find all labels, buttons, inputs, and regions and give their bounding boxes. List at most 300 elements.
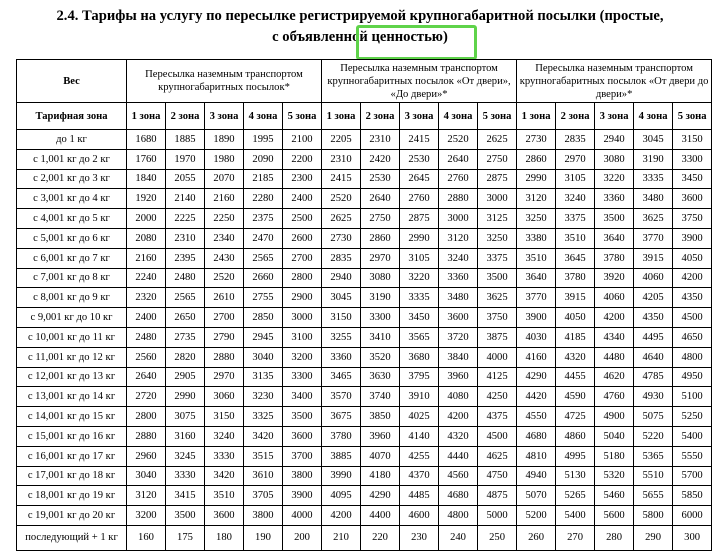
price-cell: 2420 [361, 149, 400, 169]
price-cell: 2070 [205, 169, 244, 189]
price-cell: 4860 [556, 426, 595, 446]
price-cell: 240 [439, 525, 478, 550]
price-cell: 2970 [205, 367, 244, 387]
price-cell: 5075 [634, 407, 673, 427]
price-cell: 2565 [244, 248, 283, 268]
price-cell: 2760 [400, 189, 439, 209]
table-row [17, 407, 712, 427]
price-cell: 2200 [283, 149, 322, 169]
price-cell: 3255 [322, 327, 361, 347]
price-cell: 2310 [361, 130, 400, 150]
price-cell: 3105 [400, 248, 439, 268]
price-cell: 2650 [166, 308, 205, 328]
zone-header-cell: 5 зона [478, 103, 517, 130]
tariff-table-body [17, 130, 712, 551]
price-cell: 4160 [517, 347, 556, 367]
price-cell: 3500 [595, 209, 634, 229]
price-cell: 4050 [556, 308, 595, 328]
price-cell: 2850 [244, 308, 283, 328]
price-cell: 300 [673, 525, 712, 550]
price-cell: 2415 [400, 130, 439, 150]
price-cell: 3330 [205, 446, 244, 466]
group-header-ground: Пересылка наземным транспортом крупногабаритных посылок* [127, 60, 322, 103]
price-cell: 4200 [673, 268, 712, 288]
price-cell: 4125 [478, 367, 517, 387]
price-cell: 2320 [127, 288, 166, 308]
price-cell: 230 [400, 525, 439, 550]
price-cell: 4060 [595, 288, 634, 308]
price-cell: 3040 [244, 347, 283, 367]
price-cell: 4800 [439, 506, 478, 526]
price-cell: 4070 [361, 446, 400, 466]
price-cell: 2790 [205, 327, 244, 347]
price-cell: 3240 [439, 248, 478, 268]
price-cell: 2400 [283, 189, 322, 209]
zone-header-cell: 5 зона [673, 103, 712, 130]
price-cell: 5070 [517, 486, 556, 506]
price-cell: 5655 [634, 486, 673, 506]
price-cell: 2395 [166, 248, 205, 268]
price-cell: 5180 [595, 446, 634, 466]
price-cell: 4800 [673, 347, 712, 367]
price-cell: 4050 [673, 248, 712, 268]
title-line-1: 2.4. Тарифы на услугу по пересылке регистрируемой крупногабаритной посылки (простые, [56, 8, 664, 24]
price-cell: 3960 [439, 367, 478, 387]
price-cell: 4455 [556, 367, 595, 387]
price-cell: 4025 [400, 407, 439, 427]
price-cell: 3625 [634, 209, 673, 229]
price-cell: 2375 [244, 209, 283, 229]
price-cell: 3780 [556, 268, 595, 288]
price-cell: 290 [634, 525, 673, 550]
weight-cell: с 11,001 кг до 12 кг [17, 347, 127, 367]
price-cell: 4440 [439, 446, 478, 466]
price-cell: 3500 [478, 268, 517, 288]
price-cell: 4000 [283, 506, 322, 526]
price-cell: 3770 [634, 228, 673, 248]
zone-header-cell: 1 зона [127, 103, 166, 130]
price-cell: 3500 [166, 506, 205, 526]
price-cell: 2700 [283, 248, 322, 268]
price-cell: 4320 [556, 347, 595, 367]
zone-header-cell: 5 зона [283, 103, 322, 130]
price-cell: 3230 [244, 387, 283, 407]
price-cell: 3200 [127, 506, 166, 526]
price-cell: 3600 [439, 308, 478, 328]
price-cell: 2250 [205, 209, 244, 229]
price-cell: 2480 [166, 268, 205, 288]
weight-cell: с 16,001 кг до 17 кг [17, 446, 127, 466]
price-cell: 3510 [556, 228, 595, 248]
price-cell: 1920 [127, 189, 166, 209]
price-cell: 3885 [322, 446, 361, 466]
price-cell: 5800 [634, 506, 673, 526]
price-cell: 2750 [478, 149, 517, 169]
price-cell: 4680 [439, 486, 478, 506]
group-header-row [17, 60, 712, 103]
tariff-zone-header: Тарифная зона [17, 103, 127, 130]
price-cell: 2055 [166, 169, 205, 189]
price-cell: 4760 [595, 387, 634, 407]
price-cell: 4950 [673, 367, 712, 387]
price-cell: 3565 [400, 327, 439, 347]
price-cell: 3200 [283, 347, 322, 367]
price-cell: 1680 [127, 130, 166, 150]
price-cell: 3360 [595, 189, 634, 209]
table-row [17, 248, 712, 268]
weight-cell: с 5,001 кг до 6 кг [17, 228, 127, 248]
price-cell: 3360 [322, 347, 361, 367]
weight-cell: с 14,001 кг до 15 кг [17, 407, 127, 427]
price-cell: 5040 [595, 426, 634, 446]
price-cell: 2800 [283, 268, 322, 288]
price-cell: 4495 [634, 327, 673, 347]
zone-header-cell: 2 зона [361, 103, 400, 130]
price-cell: 2625 [478, 130, 517, 150]
price-cell: 2240 [127, 268, 166, 288]
price-cell: 2310 [322, 149, 361, 169]
price-cell: 4940 [517, 466, 556, 486]
price-cell: 1840 [127, 169, 166, 189]
price-cell: 2660 [244, 268, 283, 288]
price-cell: 3220 [400, 268, 439, 288]
price-cell: 2700 [205, 308, 244, 328]
price-cell: 2480 [127, 327, 166, 347]
weight-header: Вес [17, 60, 127, 103]
price-cell: 4350 [634, 308, 673, 328]
price-cell: 3335 [400, 288, 439, 308]
price-cell: 4875 [478, 486, 517, 506]
price-cell: 3480 [634, 189, 673, 209]
weight-cell: с 17,001 кг до 18 кг [17, 466, 127, 486]
price-cell: 3190 [361, 288, 400, 308]
price-cell: 2625 [322, 209, 361, 229]
price-cell: 3600 [205, 506, 244, 526]
price-cell: 4500 [673, 308, 712, 328]
price-cell: 3630 [361, 367, 400, 387]
price-cell: 3000 [439, 209, 478, 229]
price-cell: 3080 [361, 268, 400, 288]
price-cell: 2160 [205, 189, 244, 209]
price-cell: 4200 [439, 407, 478, 427]
table-row [17, 228, 712, 248]
price-cell: 3500 [283, 407, 322, 427]
price-cell: 2800 [127, 407, 166, 427]
price-cell: 3000 [478, 189, 517, 209]
price-cell: 2940 [595, 130, 634, 150]
table-row [17, 486, 712, 506]
price-cell: 4600 [400, 506, 439, 526]
price-cell: 2205 [322, 130, 361, 150]
price-cell: 4590 [556, 387, 595, 407]
price-cell: 3625 [478, 288, 517, 308]
price-cell: 210 [322, 525, 361, 550]
price-cell: 2645 [400, 169, 439, 189]
weight-cell: с 4,001 кг до 5 кг [17, 209, 127, 229]
price-cell: 3770 [517, 288, 556, 308]
price-cell: 2960 [127, 446, 166, 466]
price-cell: 1970 [166, 149, 205, 169]
price-cell: 4420 [517, 387, 556, 407]
price-cell: 5250 [673, 407, 712, 427]
price-cell: 3720 [439, 327, 478, 347]
price-cell: 3675 [322, 407, 361, 427]
table-row [17, 466, 712, 486]
price-cell: 2140 [166, 189, 205, 209]
price-cell: 3915 [634, 248, 673, 268]
price-cell: 3040 [127, 466, 166, 486]
weight-cell: с 1,001 кг до 2 кг [17, 149, 127, 169]
price-cell: 3795 [400, 367, 439, 387]
group-header-door-or: Пересылка наземным транспортом крупногабаритных посылок «От двери», «До двери»* [322, 60, 517, 103]
price-cell: 3700 [283, 446, 322, 466]
weight-cell: последующий + 1 кг [17, 525, 127, 550]
price-cell: 2880 [127, 426, 166, 446]
price-cell: 2160 [127, 248, 166, 268]
price-cell: 3900 [673, 228, 712, 248]
price-cell: 2735 [166, 327, 205, 347]
price-cell: 3450 [400, 308, 439, 328]
zone-header-cell: 4 зона [634, 103, 673, 130]
weight-cell: с 13,001 кг до 14 кг [17, 387, 127, 407]
price-cell: 4375 [478, 407, 517, 427]
price-cell: 3400 [283, 387, 322, 407]
price-cell: 3245 [166, 446, 205, 466]
price-cell: 3190 [634, 149, 673, 169]
price-cell: 3640 [517, 268, 556, 288]
price-cell: 4480 [595, 347, 634, 367]
price-cell: 3060 [205, 387, 244, 407]
group-header-door-to-door: Пересылка наземным транспортом крупногабаритных посылок «От двери до двери»* [517, 60, 712, 103]
price-cell: 3150 [322, 308, 361, 328]
price-cell: 270 [556, 525, 595, 550]
price-cell: 2970 [556, 149, 595, 169]
table-row [17, 169, 712, 189]
price-cell: 2430 [205, 248, 244, 268]
price-cell: 3125 [478, 209, 517, 229]
price-cell: 3480 [439, 288, 478, 308]
price-cell: 2900 [283, 288, 322, 308]
weight-cell: с 7,001 кг до 8 кг [17, 268, 127, 288]
price-cell: 3960 [361, 426, 400, 446]
price-cell: 3780 [322, 426, 361, 446]
price-cell: 4255 [400, 446, 439, 466]
weight-cell: с 15,001 кг до 16 кг [17, 426, 127, 446]
price-cell: 2340 [205, 228, 244, 248]
price-cell: 3335 [634, 169, 673, 189]
price-cell: 2520 [322, 189, 361, 209]
table-row [17, 506, 712, 526]
price-cell: 180 [205, 525, 244, 550]
price-cell: 5510 [634, 466, 673, 486]
price-cell: 2600 [283, 228, 322, 248]
price-cell: 2875 [478, 169, 517, 189]
zone-header-cell: 2 зона [166, 103, 205, 130]
price-cell: 3645 [556, 248, 595, 268]
price-cell: 2945 [244, 327, 283, 347]
document-title [0, 6, 720, 48]
price-cell: 2750 [361, 209, 400, 229]
price-cell: 4290 [361, 486, 400, 506]
price-cell: 4250 [478, 387, 517, 407]
price-cell: 2860 [361, 228, 400, 248]
price-cell: 3610 [244, 466, 283, 486]
price-cell: 3045 [322, 288, 361, 308]
price-cell: 3120 [517, 189, 556, 209]
price-cell: 4200 [322, 506, 361, 526]
price-cell: 175 [166, 525, 205, 550]
price-cell: 3135 [244, 367, 283, 387]
price-cell: 3680 [400, 347, 439, 367]
price-cell: 2560 [127, 347, 166, 367]
price-cell: 3450 [673, 169, 712, 189]
weight-cell: с 3,001 кг до 4 кг [17, 189, 127, 209]
price-cell: 2100 [283, 130, 322, 150]
price-cell: 5130 [556, 466, 595, 486]
price-cell: 4205 [634, 288, 673, 308]
price-cell: 2640 [127, 367, 166, 387]
price-cell: 5850 [673, 486, 712, 506]
price-cell: 3240 [205, 426, 244, 446]
price-cell: 3840 [439, 347, 478, 367]
price-cell: 3120 [439, 228, 478, 248]
price-cell: 5460 [595, 486, 634, 506]
price-cell: 3915 [556, 288, 595, 308]
price-cell: 4320 [439, 426, 478, 446]
price-cell: 3780 [595, 248, 634, 268]
title-line-2: с объявленной ценностью) [272, 29, 448, 45]
price-cell: 5100 [673, 387, 712, 407]
table-row [17, 268, 712, 288]
price-cell: 2280 [244, 189, 283, 209]
price-cell: 3080 [595, 149, 634, 169]
price-cell: 4640 [634, 347, 673, 367]
price-cell: 260 [517, 525, 556, 550]
zone-header-cell: 3 зона [595, 103, 634, 130]
zone-header-cell: 1 зона [322, 103, 361, 130]
price-cell: 3300 [361, 308, 400, 328]
price-cell: 2720 [127, 387, 166, 407]
price-cell: 2990 [400, 228, 439, 248]
table-row [17, 130, 712, 150]
price-cell: 3075 [166, 407, 205, 427]
price-cell: 5265 [556, 486, 595, 506]
price-cell: 3520 [361, 347, 400, 367]
weight-cell: с 2,001 кг до 3 кг [17, 169, 127, 189]
price-cell: 2565 [166, 288, 205, 308]
price-cell: 3100 [283, 327, 322, 347]
price-cell: 4185 [556, 327, 595, 347]
price-cell: 3850 [361, 407, 400, 427]
price-cell: 4560 [439, 466, 478, 486]
price-cell: 2940 [322, 268, 361, 288]
price-cell: 2640 [439, 149, 478, 169]
price-cell: 3240 [556, 189, 595, 209]
price-cell: 3750 [673, 209, 712, 229]
price-cell: 3600 [673, 189, 712, 209]
price-cell: 4785 [634, 367, 673, 387]
weight-cell: с 12,001 кг до 13 кг [17, 367, 127, 387]
price-cell: 1890 [205, 130, 244, 150]
price-cell: 3360 [439, 268, 478, 288]
table-row [17, 149, 712, 169]
price-cell: 4340 [595, 327, 634, 347]
table-row [17, 426, 712, 446]
price-cell: 5550 [673, 446, 712, 466]
price-cell: 3875 [478, 327, 517, 347]
price-cell: 5400 [556, 506, 595, 526]
price-cell: 5220 [634, 426, 673, 446]
price-cell: 2970 [361, 248, 400, 268]
price-cell: 2415 [322, 169, 361, 189]
weight-cell: с 8,001 кг до 9 кг [17, 288, 127, 308]
price-cell: 6000 [673, 506, 712, 526]
price-cell: 3380 [517, 228, 556, 248]
price-cell: 3105 [556, 169, 595, 189]
price-cell: 2530 [361, 169, 400, 189]
price-cell: 3330 [166, 466, 205, 486]
price-cell: 3300 [283, 367, 322, 387]
price-cell: 2225 [166, 209, 205, 229]
price-cell: 4140 [400, 426, 439, 446]
price-cell: 3420 [244, 426, 283, 446]
price-cell: 2730 [322, 228, 361, 248]
table-row [17, 367, 712, 387]
price-cell: 2500 [283, 209, 322, 229]
weight-cell: с 9,001 кг до 10 кг [17, 308, 127, 328]
table-row [17, 347, 712, 367]
price-cell: 4995 [556, 446, 595, 466]
price-cell: 2755 [244, 288, 283, 308]
price-cell: 3220 [595, 169, 634, 189]
price-cell: 4180 [361, 466, 400, 486]
table-row [17, 209, 712, 229]
price-cell: 3705 [244, 486, 283, 506]
zone-header-row [17, 103, 712, 130]
price-cell: 3750 [478, 308, 517, 328]
table-row [17, 446, 712, 466]
table-row [17, 189, 712, 209]
price-cell: 4625 [478, 446, 517, 466]
price-cell: 3300 [673, 149, 712, 169]
price-cell: 2310 [166, 228, 205, 248]
weight-cell: до 1 кг [17, 130, 127, 150]
price-cell: 4725 [556, 407, 595, 427]
price-cell: 4650 [673, 327, 712, 347]
price-cell: 4620 [595, 367, 634, 387]
price-cell: 4200 [595, 308, 634, 328]
price-cell: 4290 [517, 367, 556, 387]
price-cell: 5200 [517, 506, 556, 526]
price-cell: 190 [244, 525, 283, 550]
price-cell: 1995 [244, 130, 283, 150]
price-cell: 4350 [673, 288, 712, 308]
price-cell: 2300 [283, 169, 322, 189]
price-cell: 3900 [283, 486, 322, 506]
price-cell: 2090 [244, 149, 283, 169]
price-cell: 250 [478, 525, 517, 550]
price-cell: 3150 [205, 407, 244, 427]
price-cell: 2760 [439, 169, 478, 189]
price-cell: 1760 [127, 149, 166, 169]
price-cell: 2470 [244, 228, 283, 248]
price-cell: 3410 [361, 327, 400, 347]
price-cell: 4680 [517, 426, 556, 446]
table-row [17, 387, 712, 407]
price-cell: 160 [127, 525, 166, 550]
price-cell: 2875 [400, 209, 439, 229]
price-cell: 2520 [439, 130, 478, 150]
